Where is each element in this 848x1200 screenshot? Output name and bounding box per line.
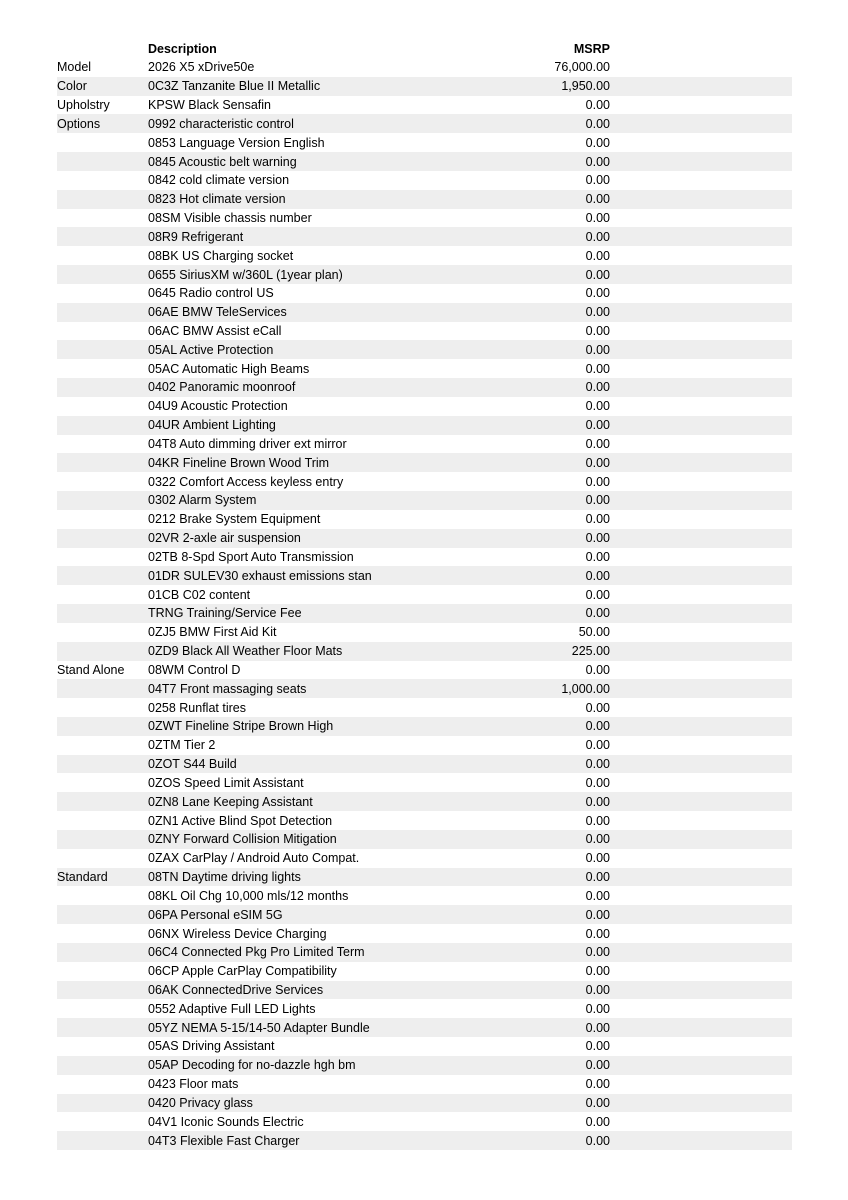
description-cell: 04T7 Front massaging seats [148, 681, 307, 696]
table-row [57, 322, 792, 341]
category-cell [57, 905, 148, 924]
spacer-cell [610, 190, 792, 209]
table-row [57, 1018, 792, 1037]
category-cell [57, 1056, 148, 1075]
msrp-cell: 0.00 [585, 192, 610, 207]
msrp-cell: 0.00 [585, 98, 610, 113]
msrp-cell: 0.00 [585, 305, 610, 320]
msrp-cell: 0.00 [585, 757, 610, 772]
msrp-cell: 0.00 [585, 399, 610, 414]
description-cell: 0842 cold climate version [148, 173, 290, 188]
spacer-cell [610, 849, 792, 868]
options-table [57, 39, 792, 1150]
msrp-cell: 0.00 [585, 587, 610, 602]
msrp-cell: 0.00 [585, 455, 610, 470]
spacer-cell [610, 755, 792, 774]
category-cell [57, 849, 148, 868]
category-cell [57, 604, 148, 623]
spacer-cell [610, 548, 792, 567]
category-cell: Upholstry [57, 98, 110, 113]
description-cell: 06AC BMW Assist eCall [148, 324, 282, 338]
spacer-cell [610, 886, 792, 905]
description-cell: 04V1 Iconic Sounds Electric [148, 1114, 304, 1129]
table-row [57, 962, 792, 981]
msrp-cell: 0.00 [585, 1039, 610, 1054]
table-row [57, 265, 792, 284]
category-cell [57, 623, 148, 642]
msrp-cell: 0.00 [585, 531, 610, 546]
spacer-cell [610, 529, 792, 548]
spacer-cell [610, 1131, 792, 1150]
description-cell: 0ZD9 Black All Weather Floor Mats [148, 644, 343, 659]
category-cell [57, 642, 148, 661]
table-header-row [57, 39, 792, 58]
msrp-cell: 0.00 [585, 549, 610, 564]
msrp-cell: 50.00 [578, 625, 610, 640]
table-row [57, 566, 792, 585]
spacer-column-header [610, 39, 792, 58]
msrp-cell: 0.00 [585, 926, 610, 941]
description-cell: 04KR Fineline Brown Wood Trim [148, 455, 330, 470]
msrp-cell: 0.00 [585, 512, 610, 527]
spacer-cell [610, 453, 792, 472]
msrp-cell: 0.00 [585, 832, 610, 847]
msrp-cell: 0.00 [585, 474, 610, 489]
msrp-cell: 0.00 [585, 870, 610, 885]
spacer-cell [610, 717, 792, 736]
description-cell: 08SM Visible chassis number [148, 211, 312, 226]
description-cell: 0ZWT Fineline Stripe Brown High [148, 719, 334, 734]
table-row [57, 209, 792, 228]
description-cell: 08WM Control D [148, 662, 241, 677]
category-cell [57, 755, 148, 774]
description-cell: TRNG Training/Service Fee [148, 606, 302, 621]
description-cell: 08TN Daytime driving lights [148, 870, 301, 885]
category-cell [57, 1131, 148, 1150]
msrp-cell: 0.00 [585, 964, 610, 979]
table-row [57, 416, 792, 435]
category-cell: Standard [57, 870, 108, 885]
spacer-cell [610, 943, 792, 962]
description-cell: 0655 SiriusXM w/360L (1year plan) [148, 267, 343, 282]
spacer-cell [610, 981, 792, 1000]
description-cell: 0845 Acoustic belt warning [148, 154, 297, 169]
description-cell: 0258 Runflat tires [148, 700, 246, 715]
category-cell [57, 548, 148, 567]
category-cell [57, 736, 148, 755]
table-row [57, 868, 792, 887]
category-cell [57, 717, 148, 736]
category-cell [57, 811, 148, 830]
msrp-cell: 0.00 [585, 1001, 610, 1016]
msrp-cell: 0.00 [585, 380, 610, 395]
spacer-cell [610, 246, 792, 265]
category-cell [57, 284, 148, 303]
description-cell: 2026 X5 xDrive50e [148, 60, 255, 75]
category-cell [57, 999, 148, 1018]
table-row [57, 886, 792, 905]
table-row [57, 905, 792, 924]
spacer-cell [610, 510, 792, 529]
spacer-cell [610, 811, 792, 830]
msrp-cell: 0.00 [585, 342, 610, 357]
table-row [57, 999, 792, 1018]
msrp-cell: 0.00 [585, 888, 610, 903]
spacer-cell [610, 378, 792, 397]
table-row [57, 679, 792, 698]
table-row [57, 943, 792, 962]
category-cell [57, 416, 148, 435]
spacer-cell [610, 962, 792, 981]
category-cell [57, 209, 148, 228]
table-row [57, 453, 792, 472]
table-row [57, 303, 792, 322]
table-row [57, 924, 792, 943]
spacer-cell [610, 303, 792, 322]
spacer-cell [610, 830, 792, 849]
description-cell: 0ZNY Forward Collision Mitigation [148, 832, 337, 847]
table-row [57, 491, 792, 510]
category-cell [57, 1112, 148, 1131]
msrp-cell: 0.00 [585, 813, 610, 828]
category-cell [57, 152, 148, 171]
description-cell: 0212 Brake System Equipment [148, 512, 321, 527]
category-cell [57, 133, 148, 152]
description-cell: 05AL Active Protection [148, 342, 274, 357]
description-cell: 05AS Driving Assistant [148, 1039, 275, 1054]
table-row [57, 642, 792, 661]
table-row [57, 190, 792, 209]
description-cell: 06C4 Connected Pkg Pro Limited Term [148, 945, 365, 960]
table-row [57, 171, 792, 190]
spacer-cell [610, 736, 792, 755]
spacer-cell [610, 227, 792, 246]
description-cell: 01DR SULEV30 exhaust emissions stan [148, 568, 372, 583]
spacer-cell [610, 679, 792, 698]
table-row [57, 246, 792, 265]
description-cell: 06NX Wireless Device Charging [148, 926, 327, 941]
spacer-cell [610, 397, 792, 416]
description-cell: 0ZAX CarPlay / Android Auto Compat. [148, 851, 360, 866]
description-cell: 0ZOS Speed Limit Assistant [148, 775, 304, 790]
category-cell [57, 962, 148, 981]
msrp-column-header: MSRP [573, 41, 610, 56]
table-row [57, 472, 792, 491]
description-cell: 06AK ConnectedDrive Services [148, 982, 324, 997]
spacer-cell [610, 924, 792, 943]
category-cell [57, 1018, 148, 1037]
category-column-header [57, 39, 148, 58]
category-cell [57, 1037, 148, 1056]
msrp-cell: 0.00 [585, 211, 610, 226]
description-cell: 04T8 Auto dimming driver ext mirror [148, 436, 347, 451]
table-row [57, 152, 792, 171]
category-cell [57, 1075, 148, 1094]
table-row [57, 811, 792, 830]
table-row [57, 548, 792, 567]
spacer-cell [610, 416, 792, 435]
table-row [57, 1037, 792, 1056]
spacer-cell [610, 905, 792, 924]
spacer-cell [610, 171, 792, 190]
spacer-cell [610, 472, 792, 491]
description-cell: 06AE BMW TeleServices [148, 305, 287, 320]
category-cell [57, 171, 148, 190]
category-cell [57, 943, 148, 962]
msrp-cell: 0.00 [585, 324, 610, 338]
msrp-cell: 0.00 [585, 173, 610, 188]
table-row [57, 359, 792, 378]
spacer-cell [610, 96, 792, 115]
spacer-cell [610, 1056, 792, 1075]
category-cell [57, 397, 148, 416]
category-cell [57, 792, 148, 811]
msrp-cell: 0.00 [585, 1095, 610, 1110]
msrp-cell: 0.00 [585, 945, 610, 960]
category-cell [57, 830, 148, 849]
msrp-cell: 0.00 [585, 1114, 610, 1129]
description-cell: 0ZOT S44 Build [148, 757, 237, 772]
category-cell [57, 924, 148, 943]
description-cell: 05AC Automatic High Beams [148, 361, 310, 376]
table-row [57, 378, 792, 397]
table-row [57, 133, 792, 152]
spacer-cell [610, 284, 792, 303]
table-row [57, 736, 792, 755]
description-cell: 0302 Alarm System [148, 493, 257, 508]
description-cell: 0823 Hot climate version [148, 192, 286, 207]
spacer-cell [610, 435, 792, 454]
category-cell [57, 265, 148, 284]
spacer-cell [610, 133, 792, 152]
category-cell [57, 585, 148, 604]
msrp-cell: 1,950.00 [561, 79, 610, 94]
msrp-cell: 0.00 [585, 568, 610, 583]
msrp-cell: 76,000.00 [554, 60, 610, 75]
description-cell: 01CB C02 content [148, 587, 251, 602]
table-row [57, 698, 792, 717]
spacer-cell [610, 999, 792, 1018]
category-cell [57, 566, 148, 585]
spacer-cell [610, 773, 792, 792]
description-column-header: Description [148, 41, 217, 56]
msrp-cell: 0.00 [585, 662, 610, 677]
description-cell: 05YZ NEMA 5-15/14-50 Adapter Bundle [148, 1020, 370, 1035]
category-cell [57, 773, 148, 792]
table-row [57, 717, 792, 736]
table-row [57, 284, 792, 303]
spacer-cell [610, 209, 792, 228]
spacer-cell [610, 623, 792, 642]
description-cell: 06CP Apple CarPlay Compatibility [148, 964, 337, 979]
msrp-cell: 0.00 [585, 418, 610, 433]
description-cell: 0ZJ5 BMW First Aid Kit [148, 625, 277, 640]
spacer-cell [610, 114, 792, 133]
category-cell: Model [57, 60, 92, 75]
table-row [57, 981, 792, 1000]
category-cell: Options [57, 116, 101, 131]
spacer-cell [610, 1094, 792, 1113]
msrp-cell: 0.00 [585, 1020, 610, 1035]
msrp-cell: 0.00 [585, 907, 610, 922]
spacer-cell [610, 1075, 792, 1094]
spacer-cell [610, 152, 792, 171]
description-cell: 0853 Language Version English [148, 135, 325, 150]
msrp-cell: 0.00 [585, 229, 610, 244]
msrp-cell: 0.00 [585, 154, 610, 169]
table-row [57, 1094, 792, 1113]
table-row [57, 529, 792, 548]
category-cell [57, 303, 148, 322]
description-cell: 08R9 Refrigerant [148, 229, 244, 244]
table-row [57, 792, 792, 811]
spacer-cell [610, 642, 792, 661]
table-row [57, 114, 792, 133]
category-cell: Stand Alone [57, 662, 125, 677]
table-row [57, 227, 792, 246]
category-cell [57, 227, 148, 246]
msrp-cell: 0.00 [585, 982, 610, 997]
spacer-cell [610, 1018, 792, 1037]
msrp-cell: 0.00 [585, 493, 610, 508]
category-cell [57, 529, 148, 548]
table-row [57, 604, 792, 623]
spacer-cell [610, 566, 792, 585]
category-cell [57, 322, 148, 341]
msrp-cell: 0.00 [585, 851, 610, 866]
description-cell: 0992 characteristic control [148, 116, 294, 131]
spacer-cell [610, 585, 792, 604]
description-cell: 0552 Adaptive Full LED Lights [148, 1001, 316, 1016]
msrp-cell: 0.00 [585, 436, 610, 451]
category-cell [57, 698, 148, 717]
msrp-cell: 0.00 [585, 286, 610, 301]
msrp-cell: 0.00 [585, 116, 610, 131]
description-cell: 0ZTM Tier 2 [148, 738, 216, 753]
table-row [57, 1056, 792, 1075]
spacer-cell [610, 604, 792, 623]
category-cell [57, 378, 148, 397]
table-body [57, 58, 792, 1150]
msrp-cell: 0.00 [585, 719, 610, 734]
description-cell: 02TB 8-Spd Sport Auto Transmission [148, 549, 354, 564]
msrp-cell: 0.00 [585, 738, 610, 753]
msrp-cell: 0.00 [585, 135, 610, 150]
description-cell: 02VR 2-axle air suspension [148, 531, 301, 546]
description-cell: 0423 Floor mats [148, 1077, 239, 1092]
spacer-cell [610, 491, 792, 510]
spacer-cell [610, 1037, 792, 1056]
description-cell: 05AP Decoding for no-dazzle hgh bm [148, 1058, 356, 1073]
category-cell [57, 190, 148, 209]
description-cell: 04UR Ambient Lighting [148, 418, 276, 433]
msrp-cell: 0.00 [585, 1133, 610, 1148]
table-row [57, 830, 792, 849]
spacer-cell [610, 868, 792, 887]
description-cell: 0ZN1 Active Blind Spot Detection [148, 813, 333, 828]
category-cell [57, 340, 148, 359]
msrp-cell: 225.00 [571, 644, 610, 659]
description-cell: 06PA Personal eSIM 5G [148, 907, 283, 922]
spacer-cell [610, 265, 792, 284]
spacer-cell [610, 661, 792, 680]
description-cell: 0ZN8 Lane Keeping Assistant [148, 794, 313, 809]
msrp-cell: 0.00 [585, 361, 610, 376]
msrp-cell: 0.00 [585, 775, 610, 790]
description-cell: KPSW Black Sensafin [148, 98, 271, 113]
table-row [57, 585, 792, 604]
msrp-cell: 0.00 [585, 606, 610, 621]
category-cell [57, 981, 148, 1000]
description-cell: 0645 Radio control US [148, 286, 274, 301]
category-cell [57, 453, 148, 472]
table-row [57, 755, 792, 774]
msrp-cell: 0.00 [585, 700, 610, 715]
table-row [57, 661, 792, 680]
category-cell [57, 510, 148, 529]
table-row [57, 340, 792, 359]
spacer-cell [610, 792, 792, 811]
description-cell: 08BK US Charging socket [148, 248, 294, 263]
description-cell: 04T3 Flexible Fast Charger [148, 1133, 300, 1148]
category-cell [57, 886, 148, 905]
spacer-cell [610, 58, 792, 77]
category-cell [57, 679, 148, 698]
spacer-cell [610, 322, 792, 341]
category-cell [57, 435, 148, 454]
msrp-cell: 0.00 [585, 1077, 610, 1092]
category-cell [57, 472, 148, 491]
table-row [57, 1131, 792, 1150]
description-cell: 08KL Oil Chg 10,000 mls/12 months [148, 888, 349, 903]
description-cell: 0322 Comfort Access keyless entry [148, 474, 344, 489]
description-cell: 0420 Privacy glass [148, 1095, 253, 1110]
category-cell: Color [57, 79, 87, 94]
category-cell [57, 491, 148, 510]
description-cell: 04U9 Acoustic Protection [148, 399, 288, 414]
table-row [57, 623, 792, 642]
spacer-cell [610, 359, 792, 378]
table-row [57, 58, 792, 77]
msrp-cell: 0.00 [585, 794, 610, 809]
msrp-cell: 1,000.00 [561, 681, 610, 696]
category-cell [57, 1094, 148, 1113]
table-row [57, 1075, 792, 1094]
msrp-cell: 0.00 [585, 267, 610, 282]
table-row [57, 96, 792, 115]
description-cell: 0C3Z Tanzanite Blue II Metallic [148, 79, 321, 94]
table-row [57, 773, 792, 792]
description-cell: 0402 Panoramic moonroof [148, 380, 296, 395]
msrp-cell: 0.00 [585, 1058, 610, 1073]
table-row [57, 397, 792, 416]
table-row [57, 435, 792, 454]
spacer-cell [610, 698, 792, 717]
spacer-cell [610, 340, 792, 359]
table-row [57, 510, 792, 529]
table-row [57, 1112, 792, 1131]
table-row [57, 849, 792, 868]
spacer-cell [610, 77, 792, 96]
category-cell [57, 359, 148, 378]
spacer-cell [610, 1112, 792, 1131]
msrp-cell: 0.00 [585, 248, 610, 263]
category-cell [57, 246, 148, 265]
table-row [57, 77, 792, 96]
